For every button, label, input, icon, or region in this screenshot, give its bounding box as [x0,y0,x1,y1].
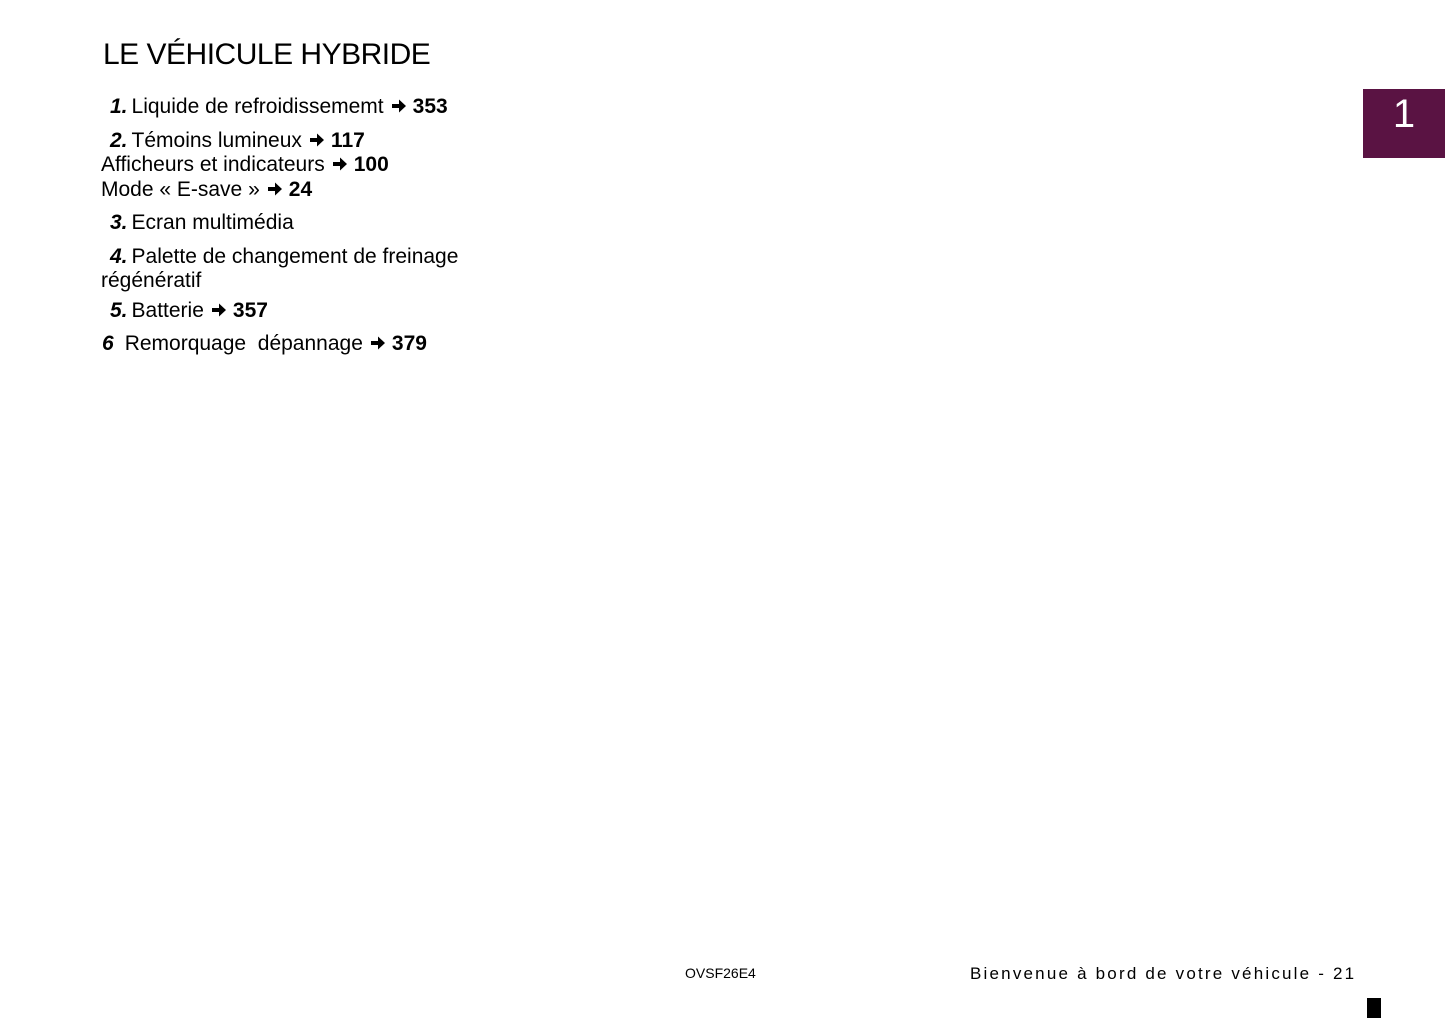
page-reference[interactable]: 117 [330,128,365,152]
item-number: 5. [110,298,128,322]
page-reference[interactable]: 100 [353,153,389,176]
item-number: 4. [110,244,128,268]
list-item [101,178,501,203]
item-number: 1. [110,95,128,118]
item-label: Mode « E-save » [101,177,260,201]
item-label: Ecran multimédia [131,211,294,234]
list-item [101,299,501,324]
page-footer: Bienvenue à bord de votre véhicule - 21 [970,964,1357,983]
right-arrow-icon [309,132,325,148]
right-arrow-icon [211,302,227,318]
right-arrow-icon [391,98,407,114]
list-item [101,95,501,120]
item-label: Palette de changement de freinage régénératif [101,244,459,292]
page-reference[interactable]: 379 [391,332,427,355]
right-arrow-icon [267,181,283,197]
page-title: LE VÉHICULE HYBRIDE [103,38,431,71]
item-label: Remorquage dépannage [124,332,363,355]
page-reference[interactable]: 24 [288,177,313,201]
list-item [101,245,501,294]
item-number: 3. [110,211,128,234]
item-label: Liquide de refroidissememt [131,95,384,118]
list-item [101,153,501,178]
chapter-tab: 1 [1363,89,1445,158]
entry-list [101,95,501,366]
item-label: Afficheurs et indicateurs [101,153,325,176]
item-label: Batterie [131,298,204,322]
list-item [101,211,501,236]
page-reference[interactable]: 353 [412,95,448,118]
item-label: Témoins lumineux [131,128,302,152]
right-arrow-icon [370,335,386,351]
item-number: 2. [110,128,128,152]
item-number: 6 [102,332,114,355]
page-reference[interactable]: 357 [232,298,268,322]
list-item [101,332,501,357]
document-code: OVSF26E4 [685,965,756,981]
list-item [101,129,501,154]
page-edge-marker [1367,998,1381,1018]
right-arrow-icon [332,156,348,172]
